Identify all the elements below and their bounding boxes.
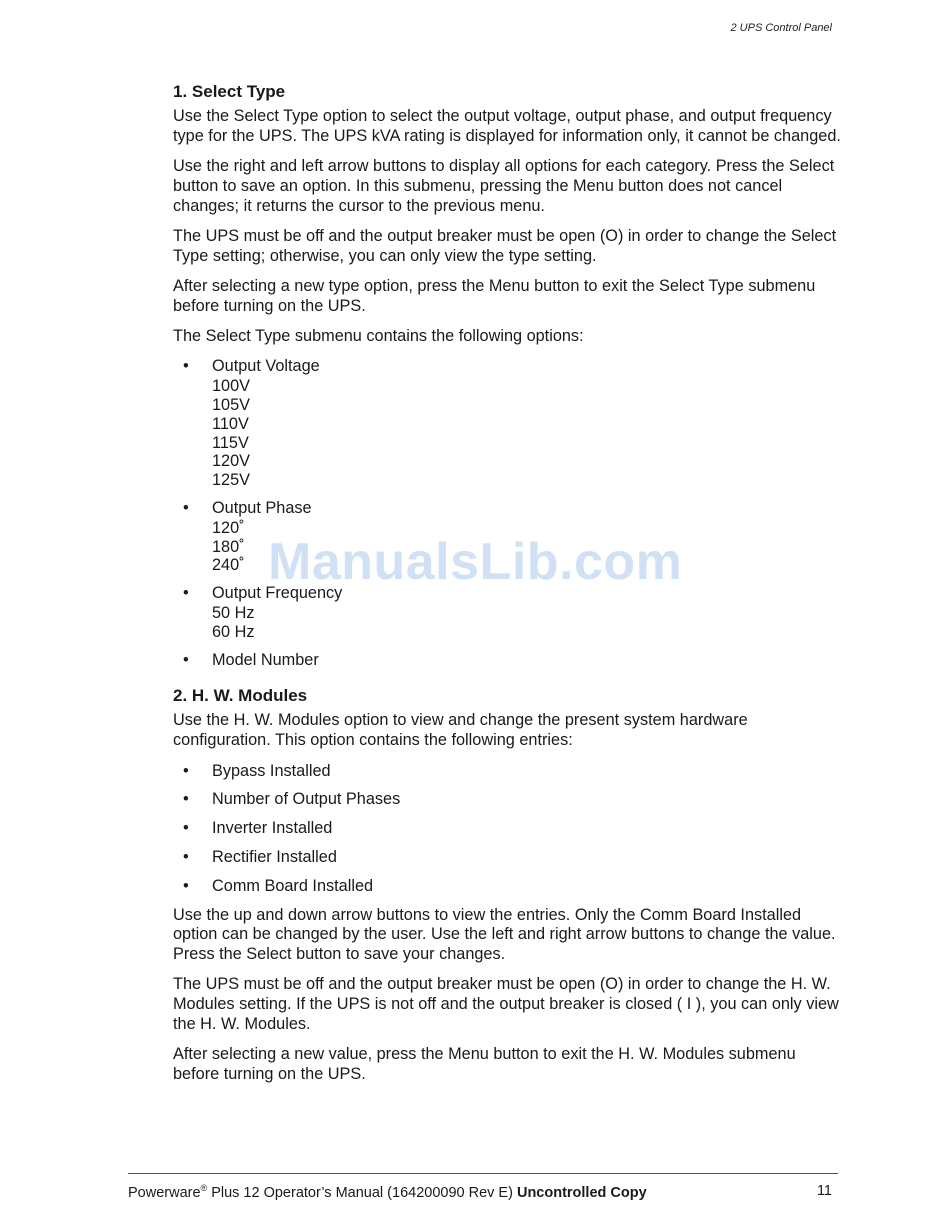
- select-type-options-list: [173, 357, 843, 670]
- list-item: [173, 790, 843, 810]
- option-values: [212, 604, 843, 642]
- list-item-model-number: [173, 651, 843, 671]
- option-value: 180˚: [212, 537, 245, 556]
- running-header: 2 UPS Control Panel: [730, 22, 832, 34]
- bullet-icon: •: [183, 847, 189, 866]
- section-2-paragraph: Use the up and down arrow buttons to view the entries. Only the Comm Board Installed option can be changed by the user. Use the left and right arrow buttons to change the value. Press the Select button to save your changes.: [173, 905, 836, 964]
- page-number: 11: [816, 1183, 832, 1199]
- option-label: Output Voltage: [212, 357, 320, 376]
- hw-modules-entries-list: [173, 762, 843, 897]
- section-1-paragraph: The UPS must be off and the output breaker must be open (O) in order to change the Select Type setting; otherwise, you can only view the type setting.: [173, 226, 837, 265]
- option-value: 105V: [212, 396, 251, 415]
- option-value: 100V: [212, 377, 251, 396]
- option-value: 120V: [212, 452, 251, 471]
- section-2-paragraph: The UPS must be off and the output breaker must be open (O) in order to change the H. W. Modules setting. If the UPS is not off and the output breaker is closed ( I ), you can only view the H. W. Modules.: [173, 975, 839, 1033]
- list-item: [173, 848, 843, 868]
- option-label: Output Frequency: [212, 584, 343, 603]
- list-item: [173, 819, 843, 839]
- option-label: Model Number: [212, 650, 319, 669]
- bullet-icon: •: [183, 790, 189, 809]
- footer-copy-status: Uncontrolled Copy: [516, 1185, 647, 1201]
- section-1-paragraph: The Select Type submenu contains the following options:: [173, 327, 584, 346]
- entry-label: Bypass Installed: [212, 761, 331, 780]
- list-item-output-voltage: [173, 357, 843, 490]
- entry-label: Number of Output Phases: [212, 790, 401, 809]
- option-label: Output Phase: [212, 499, 312, 518]
- bullet-icon: •: [183, 819, 189, 838]
- bullet-icon: •: [183, 876, 189, 895]
- footer-divider: [128, 1173, 838, 1174]
- list-item-output-phase: [173, 499, 843, 575]
- entry-label: Rectifier Installed: [212, 847, 337, 866]
- footer-brand: Powerware: [128, 1185, 201, 1201]
- option-value: 115V: [212, 433, 249, 452]
- section-1-paragraph: Use the Select Type option to select the output voltage, output phase, and output frequency type for the UPS. The UPS kVA rating is displayed for information only, it cannot be changed.: [173, 107, 841, 145]
- option-value: 240˚: [212, 556, 245, 575]
- option-value: 60 Hz: [212, 622, 255, 641]
- option-values: [212, 377, 843, 490]
- section-2-heading: 2. H. W. Modules: [173, 686, 308, 706]
- option-value: 110V: [212, 414, 249, 433]
- registered-mark: ®: [200, 1183, 208, 1193]
- list-item: [173, 762, 843, 782]
- option-value: 50 Hz: [212, 604, 255, 623]
- bullet-icon: •: [183, 584, 189, 603]
- option-values: [212, 519, 843, 575]
- entry-label: Inverter Installed: [212, 819, 333, 838]
- list-item: [173, 877, 843, 897]
- page-footer: [128, 1183, 832, 1201]
- bullet-icon: •: [183, 761, 189, 780]
- section-1-paragraph: Use the right and left arrow buttons to display all options for each category. Press the Select button to save an option. In this submenu, pressing the Menu button does not cancel changes; it returns the cursor to the previous menu.: [173, 157, 835, 215]
- bullet-icon: •: [183, 650, 189, 669]
- footer-manual-title: Plus 12 Operator’s Manual (164200090 Rev E): [207, 1185, 517, 1201]
- option-value: 125V: [212, 471, 251, 490]
- list-item-output-frequency: [173, 584, 843, 641]
- section-1-heading: 1. Select Type: [173, 82, 286, 101]
- footer-manual-info: [128, 1183, 647, 1201]
- section-2: [173, 686, 843, 1084]
- option-value: 120˚: [212, 518, 245, 537]
- bullet-icon: •: [183, 357, 189, 376]
- watermark: ManualsLib.com: [268, 533, 683, 591]
- section-1-paragraph: After selecting a new type option, press the Menu button to exit the Select Type submenu before turning on the UPS.: [173, 277, 816, 315]
- entry-label: Comm Board Installed: [212, 876, 374, 895]
- section-2-intro: Use the H. W. Modules option to view and change the present system hardware configuration. This option contains the following entries:: [173, 711, 748, 750]
- page-content: [173, 82, 843, 1095]
- section-2-paragraph: After selecting a new value, press the Menu button to exit the H. W. Modules submenu before turning on the UPS.: [173, 1045, 796, 1084]
- bullet-icon: •: [183, 499, 189, 518]
